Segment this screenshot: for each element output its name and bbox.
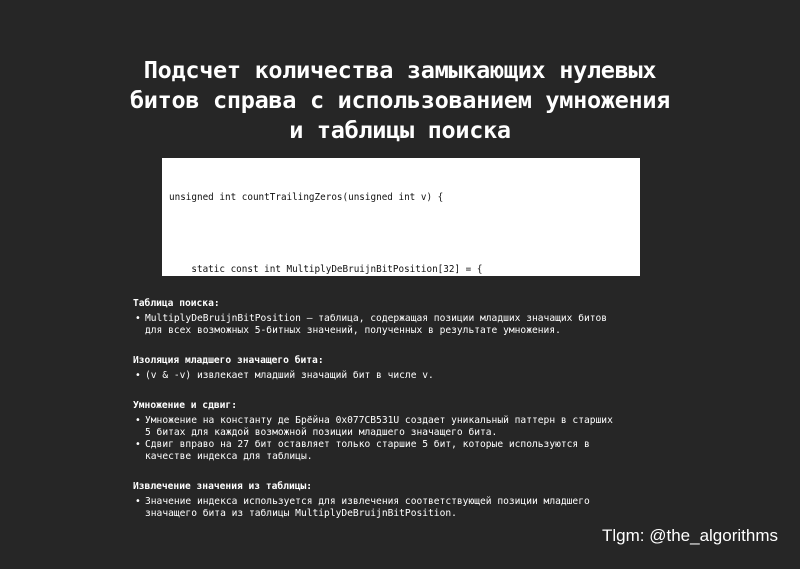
explanation [133,298,693,538]
code-line: unsigned int countTrailingZeros(unsigned int v) { [169,192,444,203]
list-item [133,370,693,382]
list-item-text: (v & -v) извлекает младший значащий бит в числе v. [145,370,434,381]
list-item-text: MultiplyDeBruijnBitPosition — таблица, содержащая позиции младших значащих битов для всех возможных 5-битных значений, полученных в результате умножения. [145,313,608,336]
section-table-lookup [133,481,693,520]
section-lsb-isolation [133,355,693,382]
list-item [133,496,693,520]
section-lookup-table [133,298,693,337]
bullet-icon: • [135,313,141,324]
list-item-text: Умножение на константу де Брёйна 0x077CB531U создает уникальный паттерн в старших 5 битах для каждой возможной позиции младшего значащего бита. [145,415,613,438]
bullet-icon: • [135,496,141,507]
list-item-text: Сдвиг вправо на 27 бит оставляет только старшие 5 бит, которые используются в качестве индекса для таблицы. [145,439,590,462]
section-multiply-shift [133,400,693,463]
section-heading: Изоляция младшего значащего бита: [133,355,324,366]
list-item [133,439,693,463]
title-line-1: Подсчет количества замыкающих нулевых [143,56,657,84]
title-line-2: битов справа с использованием умножения [129,86,671,114]
list-item-text: Значение индекса используется для извлечения соответствующей позиции младшего значащего бита из таблицы MultiplyDeBruijnBitPosition. [145,496,590,519]
code-line: static const int MultiplyDeBruijnBitPosition[32] = { [169,264,483,275]
channel-handle: Tlgm: @the_algorithms [602,526,778,545]
section-heading: Извлечение значения из таблицы: [133,481,313,492]
bullet-icon: • [135,415,141,426]
bullet-icon: • [135,370,141,381]
list-item [133,415,693,439]
page-title [0,55,800,145]
code-line [169,228,640,240]
code-block [162,158,640,276]
bullet-icon: • [135,439,141,450]
title-line-3: и таблицы поиска [289,116,511,144]
section-heading: Умножение и сдвиг: [133,400,237,411]
list-item [133,313,693,337]
section-heading: Таблица поиска: [133,298,220,309]
